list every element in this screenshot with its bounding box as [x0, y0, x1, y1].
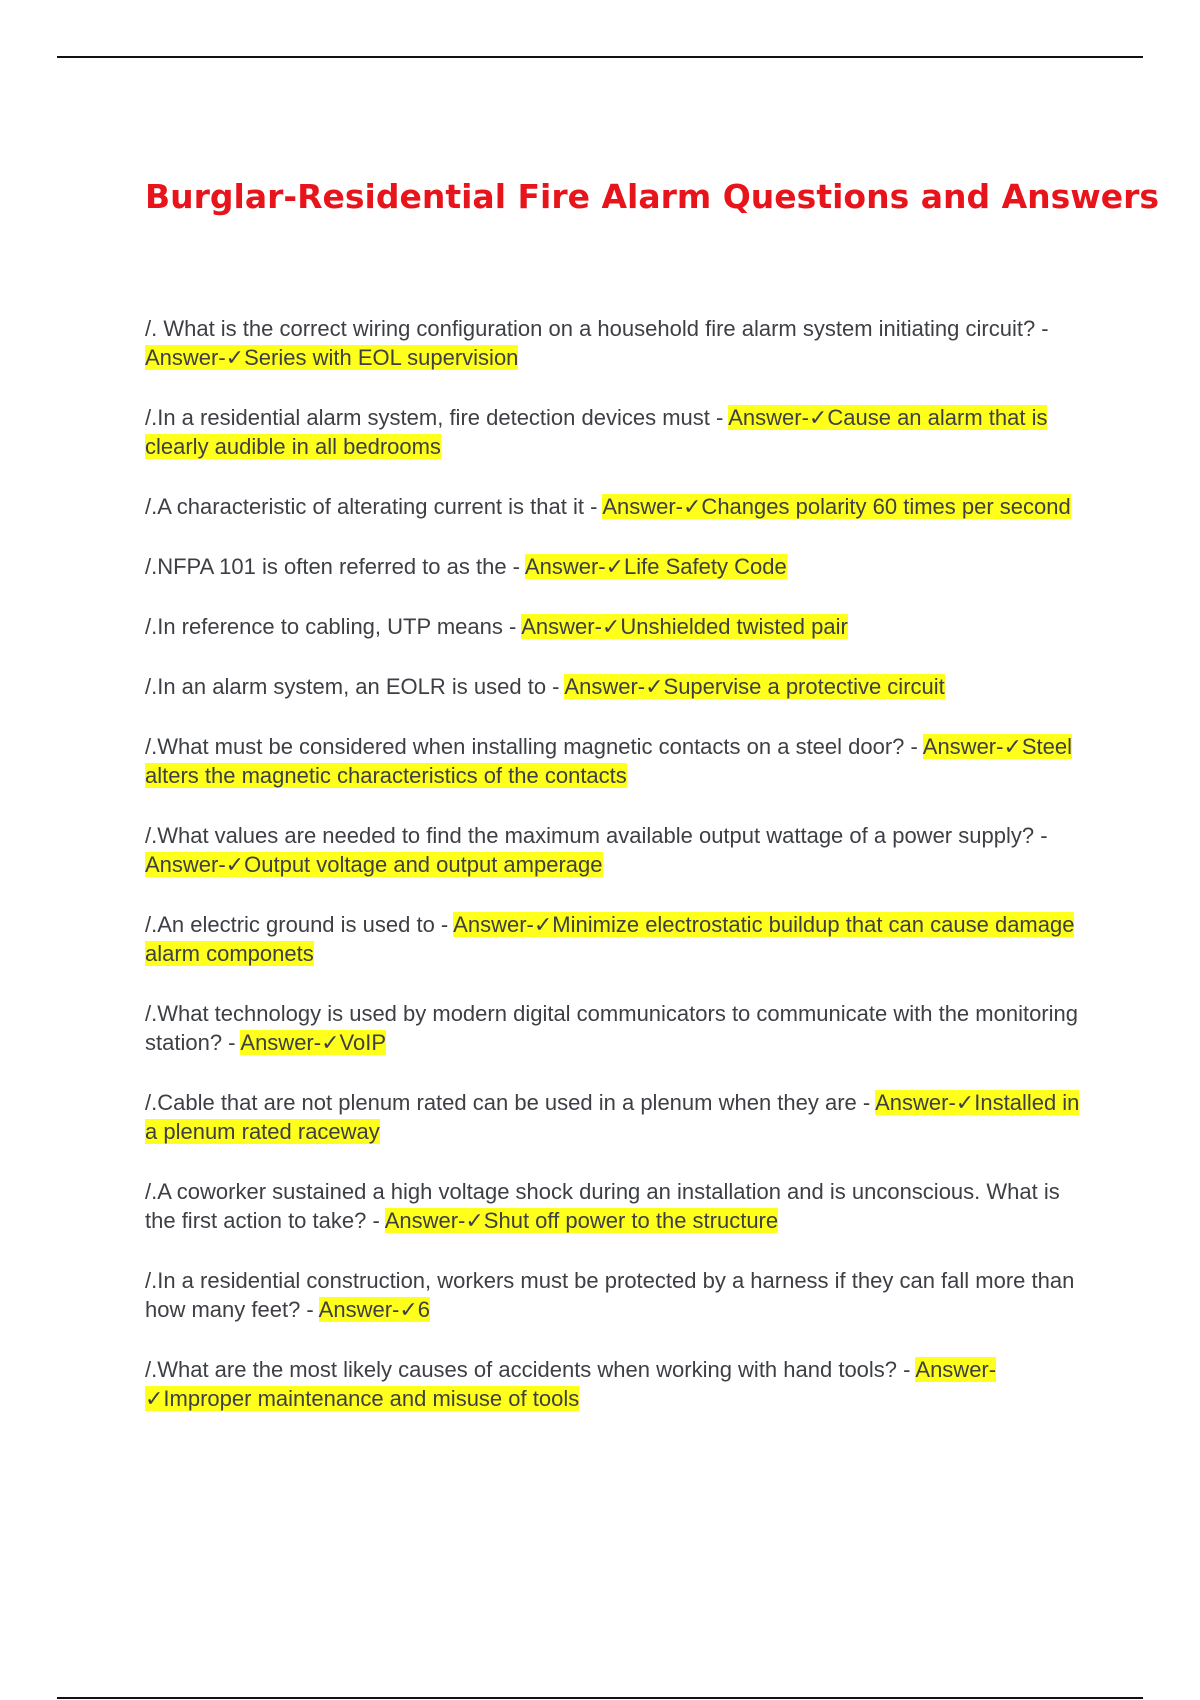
question-text: /. What is the correct wiring configuration on a household fire alarm system initiating circuit? - — [145, 316, 1049, 341]
question-text: /.What values are needed to find the maximum available output wattage of a power supply? - — [145, 823, 1048, 848]
answer-highlight: Answer-✓Cause an alarm that is clearly audible in all bedrooms — [145, 405, 1048, 459]
qa-item — [145, 821, 1095, 879]
qa-item — [145, 403, 1095, 461]
answer-highlight: Answer-✓Supervise a protective circuit — [564, 674, 945, 699]
qa-item — [145, 999, 1095, 1057]
qa-item — [145, 1355, 1095, 1413]
question-text: /.In a residential alarm system, fire detection devices must - — [145, 405, 729, 430]
answer-highlight: Answer-✓Installed in a plenum rated raceway — [145, 1090, 1080, 1144]
question-text: /.What are the most likely causes of accidents when working with hand tools? - — [145, 1357, 916, 1382]
qa-item — [145, 492, 1095, 521]
answer-highlight: Answer-✓VoIP — [240, 1030, 386, 1055]
qa-list — [145, 314, 1095, 1444]
answer-highlight: Answer-✓6 — [318, 1297, 431, 1322]
answer-highlight: Answer-✓Steel alters the magnetic characteristics of the contacts — [145, 734, 1073, 788]
document-title: Burglar-Residential Fire Alarm Questions and Answers — [145, 177, 1160, 216]
answer-highlight: Answer-✓Minimize electrostatic buildup that can cause damage alarm componets — [145, 912, 1075, 966]
question-text: /.A coworker sustained a high voltage shock during an installation and is unconscious. What is the first action to take? - — [145, 1179, 1060, 1233]
answer-highlight: Answer-✓Output voltage and output amperage — [145, 852, 603, 877]
bottom-rule — [57, 1697, 1143, 1699]
answer-highlight: Answer-✓Improper maintenance and misuse of tools — [145, 1357, 997, 1411]
answer-highlight: Answer-✓Series with EOL supervision — [145, 345, 519, 370]
question-text: /.NFPA 101 is often referred to as the - — [145, 554, 525, 579]
answer-highlight: Answer-✓Life Safety Code — [524, 554, 787, 579]
question-text: /.In reference to cabling, UTP means - — [145, 614, 522, 639]
question-text: /.In a residential construction, workers must be protected by a harness if they can fall more than how many feet? - — [145, 1268, 1075, 1322]
qa-item — [145, 910, 1095, 968]
qa-item — [145, 552, 1095, 581]
answer-highlight: Answer-✓Shut off power to the structure — [384, 1208, 779, 1233]
qa-item — [145, 732, 1095, 790]
top-rule — [57, 56, 1143, 58]
qa-item — [145, 314, 1095, 372]
answer-highlight: Answer-✓Unshielded twisted pair — [521, 614, 848, 639]
question-text: /.What must be considered when installing magnetic contacts on a steel door? - — [145, 734, 923, 759]
question-text: /.In an alarm system, an EOLR is used to - — [145, 674, 565, 699]
qa-item — [145, 1177, 1095, 1235]
qa-item — [145, 612, 1095, 641]
question-text: /.An electric ground is used to - — [145, 912, 454, 937]
question-text: /.A characteristic of alterating current is that it - — [145, 494, 603, 519]
question-text: /.Cable that are not plenum rated can be used in a plenum when they are - — [145, 1090, 876, 1115]
qa-item — [145, 672, 1095, 701]
qa-item — [145, 1266, 1095, 1324]
qa-item — [145, 1088, 1095, 1146]
answer-highlight: Answer-✓Changes polarity 60 times per second — [602, 494, 1071, 519]
question-text: /.What technology is used by modern digital communicators to communicate with the monitoring station? - — [145, 1001, 1078, 1055]
